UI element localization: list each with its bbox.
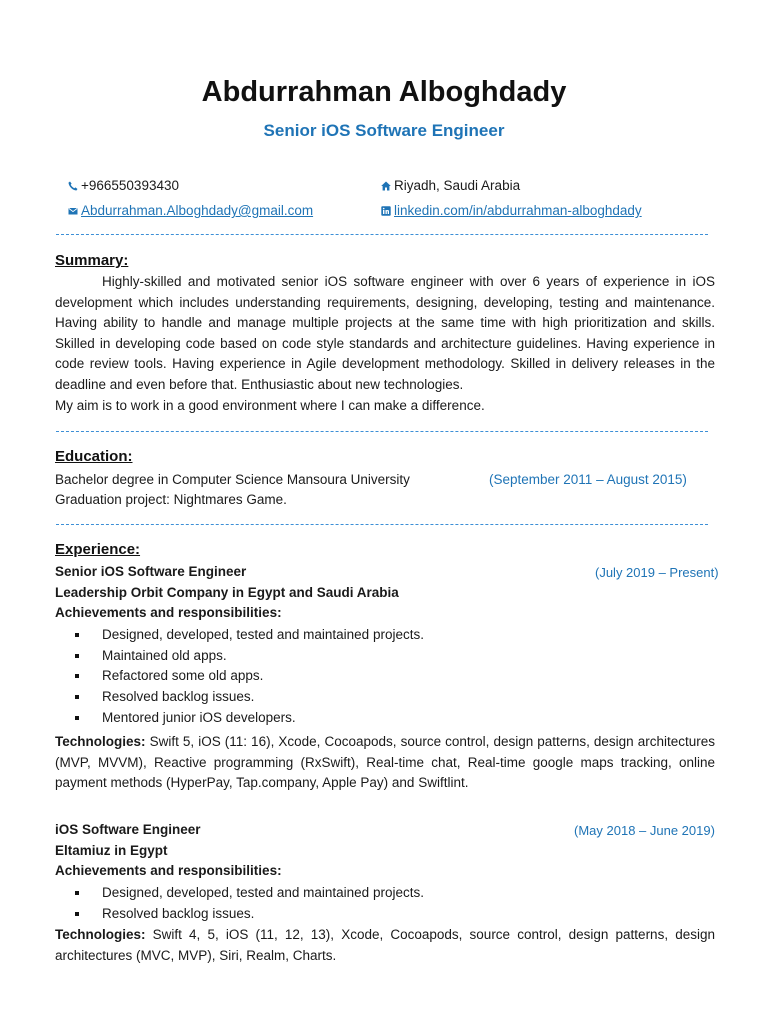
bullet-icon [75, 654, 79, 658]
bullet-icon [75, 695, 79, 699]
job-role: iOS Software Engineer [55, 822, 201, 837]
location-text: Riyadh, Saudi Arabia [394, 178, 521, 193]
list-item [75, 625, 424, 646]
contact-phone [68, 178, 179, 193]
technologies-label: Technologies: [55, 927, 146, 942]
list-item [75, 708, 424, 729]
bullet-text: Designed, developed, tested and maintained projects. [102, 885, 424, 900]
section-divider [56, 234, 708, 235]
contact-email [68, 203, 313, 218]
technologies-label: Technologies: [55, 734, 146, 749]
job-dates: (May 2018 – June 2019) [574, 823, 715, 838]
bullet-text: Resolved backlog issues. [102, 689, 255, 705]
bullet-text: Mentored junior iOS developers. [102, 709, 296, 725]
list-item [75, 687, 424, 708]
bullet-icon [75, 633, 79, 637]
email-link[interactable]: Abdurrahman.Alboghdady@gmail.com [81, 203, 314, 218]
section-divider [56, 431, 708, 432]
technologies-text: Swift 4, 5, iOS (11, 12, 13), Xcode, Cocoapods, source control, design patterns, design architectures (MVC, MVP), Siri, Realm, Charts. [55, 927, 715, 963]
list-item [75, 666, 424, 687]
list-item [75, 904, 424, 925]
job-role: Senior iOS Software Engineer [55, 564, 247, 579]
contact-linkedin [381, 203, 642, 218]
technologies-text: Swift 5, iOS (11: 16), Xcode, Cocoapods, source control, design patterns, design architectures (MVP, MVVM), Reactive programming (RxSwift), Real-time chat, Real-time google maps tracking, online payment methods (HyperPay, Tap.company, Apple Pay) and Swiftlint. [55, 734, 715, 791]
education-heading: Education: [55, 448, 133, 465]
bullet-text: Maintained old apps. [102, 647, 227, 663]
phone-icon [68, 181, 78, 191]
bullet-text: Resolved backlog issues. [102, 905, 255, 921]
job-technologies [55, 925, 715, 966]
bullet-icon [75, 674, 79, 678]
contact-location [381, 178, 520, 193]
education-degree: Bachelor degree in Computer Science Mansoura University [55, 472, 410, 487]
home-icon [381, 181, 391, 191]
education-dates: (September 2011 – August 2015) [489, 472, 687, 487]
envelope-icon [68, 206, 78, 216]
job-company: Eltamiuz in Egypt [55, 843, 168, 858]
list-item [75, 646, 424, 667]
summary-text [55, 272, 715, 416]
bullet-icon [75, 891, 79, 895]
candidate-name: Abdurrahman Alboghdady [201, 76, 567, 108]
summary-body: Highly-skilled and motivated senior iOS software engineer with over 6 years of experience in iOS development which includes understanding requirements, designing, developing, testing and maintenance. Having ability to handle and manage multiple projects at the same time with high prioritization and skills. Skilled in developing code based on code style standards and architecture guidelines. Having experience in code review tools. Having experience in Agile development methodology. Skilled in delivery releases in the deadline and even before that. Enthusiastic about new technologies. [55, 274, 715, 392]
linkedin-link[interactable]: linkedin.com/in/abdurrahman-alboghdady [394, 203, 642, 218]
achievements-list [75, 883, 424, 924]
summary-heading: Summary: [55, 252, 129, 269]
experience-heading: Experience: [55, 541, 141, 558]
summary-aim: My aim is to work in a good environment where I can make a difference. [55, 397, 485, 413]
linkedin-icon [381, 206, 391, 216]
bullet-icon [75, 912, 79, 916]
bullet-icon [75, 716, 79, 720]
list-item [75, 883, 424, 904]
bullet-text: Designed, developed, tested and maintained projects. [102, 627, 424, 642]
phone-number: +966550393430 [81, 178, 179, 193]
education-project: Graduation project: Nightmares Game. [55, 492, 287, 507]
job-company: Leadership Orbit Company in Egypt and Saudi Arabia [55, 585, 399, 600]
section-divider [56, 524, 708, 525]
achievements-label: Achievements and responsibilities: [55, 863, 282, 878]
achievements-list [75, 625, 424, 728]
job-title: Senior iOS Software Engineer [263, 121, 505, 140]
achievements-label: Achievements and responsibilities: [55, 605, 282, 620]
job-technologies [55, 732, 715, 794]
bullet-text: Refactored some old apps. [102, 668, 264, 684]
job-dates: (July 2019 – Present) [595, 565, 719, 580]
